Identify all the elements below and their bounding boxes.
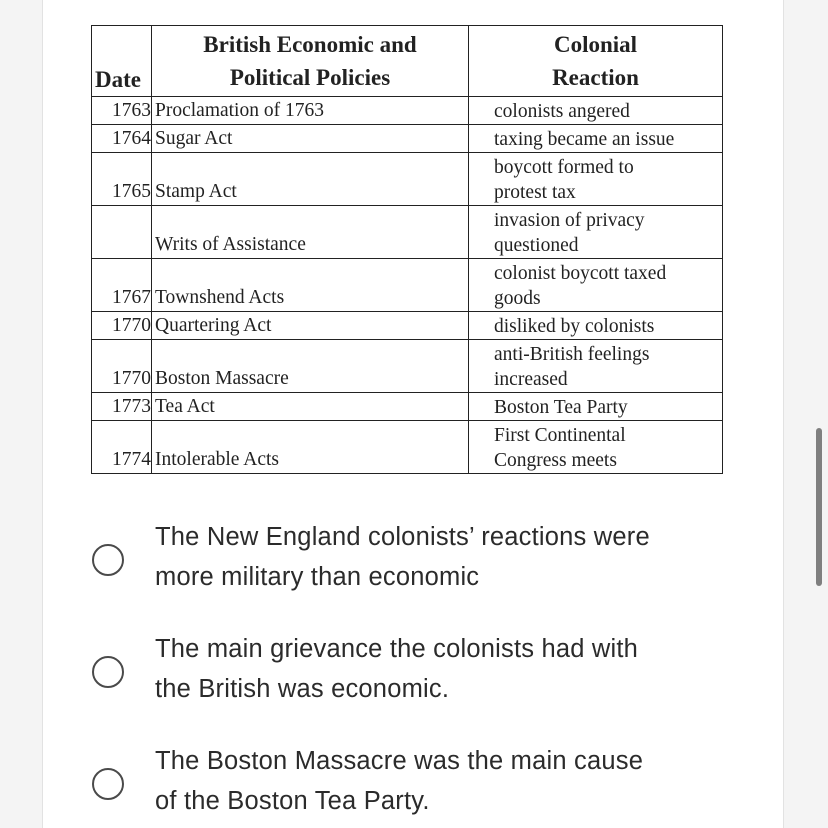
header-reaction-line2: Reaction [552,65,639,90]
table-row [92,312,723,340]
radio-button[interactable] [92,544,124,576]
option-text[interactable] [155,629,735,709]
row-date: 1767 [92,259,152,312]
option-text[interactable] [155,741,735,821]
reaction-line: increased [494,369,568,390]
row-policy: Quartering Act [152,312,469,340]
reaction-line: colonists angered [494,101,630,122]
table-row [92,421,723,474]
left-margin-panel [0,0,43,828]
option-line: The New England colonists’ reactions were [155,523,650,551]
header-date: Date [92,26,152,97]
option-line: more military than economic [155,563,480,591]
table-row [92,153,723,206]
scrollbar-thumb[interactable] [816,428,822,586]
row-date: 1770 [92,312,152,340]
row-date: 1764 [92,125,152,153]
option-line: The Boston Massacre was the main cause [155,747,644,775]
row-reaction [469,421,723,474]
row-reaction [469,97,723,125]
row-reaction [469,393,723,421]
row-date: 1765 [92,153,152,206]
row-policy: Tea Act [152,393,469,421]
header-policy [152,26,469,97]
header-policy-line1: British Economic and [203,32,417,57]
reaction-line: goods [494,288,541,309]
reaction-line: protest tax [494,182,576,203]
row-policy: Townshend Acts [152,259,469,312]
row-date: 1774 [92,421,152,474]
table-row [92,206,723,259]
row-reaction [469,153,723,206]
table-row [92,259,723,312]
row-date [92,206,152,259]
row-date: 1770 [92,340,152,393]
row-policy: Boston Massacre [152,340,469,393]
row-policy: Writs of Assistance [152,206,469,259]
policy-reaction-table-image [91,25,723,474]
reaction-line: Boston Tea Party [494,397,628,418]
table-row [92,340,723,393]
option-line: of the Boston Tea Party. [155,787,430,815]
row-policy: Intolerable Acts [152,421,469,474]
reaction-line: Congress meets [494,450,617,471]
table-header-row [92,26,723,97]
row-policy: Sugar Act [152,125,469,153]
header-reaction [469,26,723,97]
table-row [92,393,723,421]
table-row [92,125,723,153]
reaction-line: colonist boycott taxed [494,263,667,284]
row-policy: Stamp Act [152,153,469,206]
row-reaction [469,340,723,393]
row-reaction [469,312,723,340]
header-policy-line2: Political Policies [229,65,391,90]
radio-button[interactable] [92,656,124,688]
option-text[interactable] [155,517,735,597]
row-policy: Proclamation of 1763 [152,97,469,125]
header-reaction-line1: Colonial [553,32,638,57]
option-line: The main grievance the colonists had with [155,635,639,663]
policy-reaction-table [91,25,723,474]
reaction-line: anti-British feelings [494,344,650,365]
row-reaction [469,206,723,259]
row-reaction [469,259,723,312]
reaction-line: First Continental [494,425,626,446]
reaction-line: boycott formed to [494,157,634,178]
row-reaction [469,125,723,153]
reaction-line: invasion of privacy [494,210,645,231]
row-date: 1763 [92,97,152,125]
reaction-line: questioned [494,235,579,256]
right-margin-panel [783,0,828,828]
radio-button[interactable] [92,768,124,800]
option-line: the British was economic. [155,675,450,703]
row-date: 1773 [92,393,152,421]
reaction-line: disliked by colonists [494,316,655,337]
table-row [92,97,723,125]
reaction-line: taxing became an issue [494,129,675,150]
